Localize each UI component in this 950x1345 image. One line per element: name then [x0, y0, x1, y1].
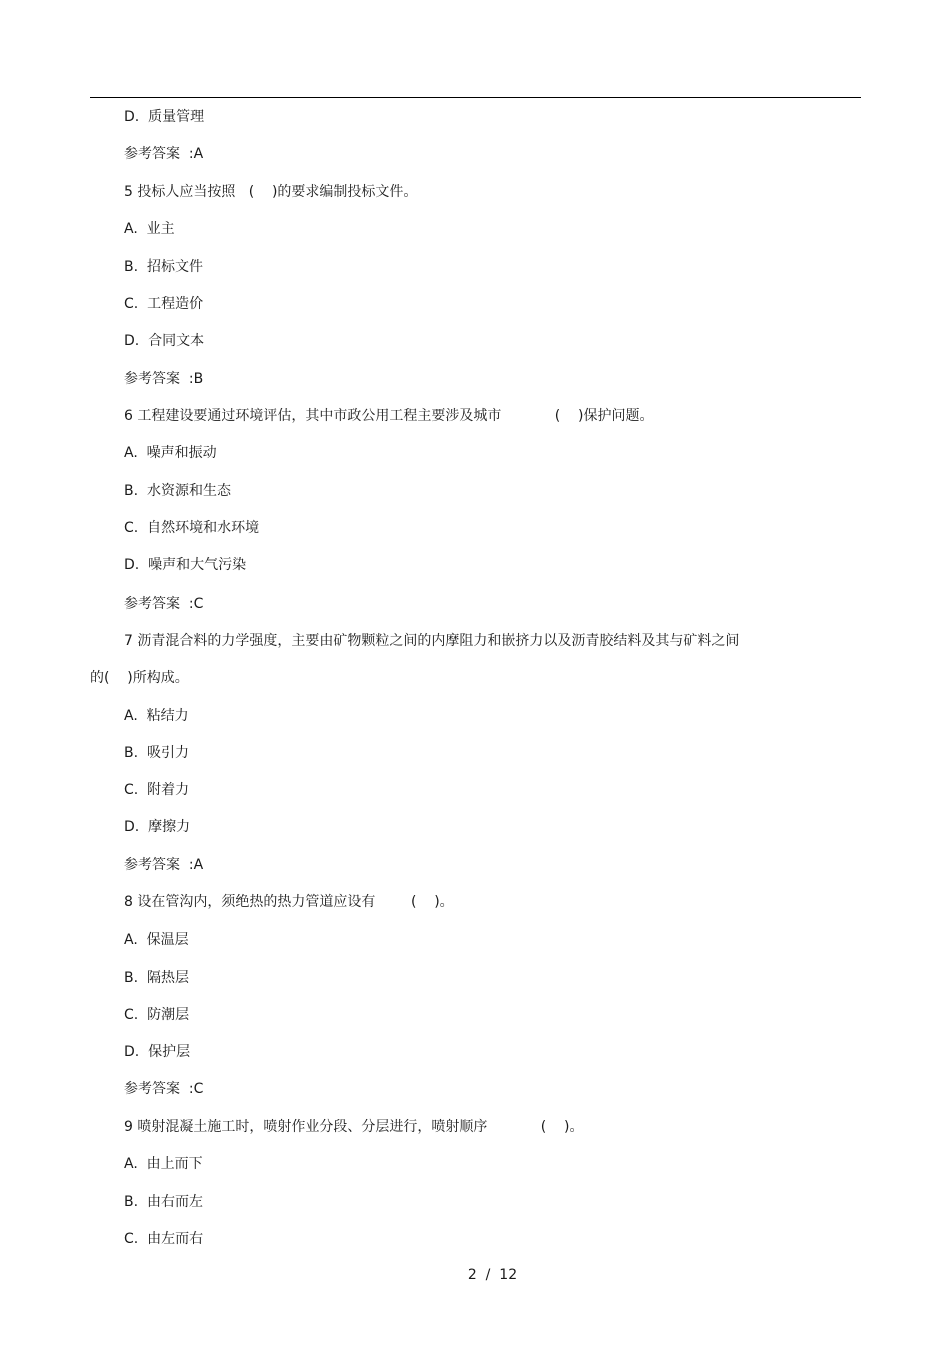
question-6: 6 工程建设要通过环境评估，其中市政公用工程主要涉及城市 ( )保护问题。 — [124, 408, 654, 424]
option-8c: C. 防潮层 — [124, 1007, 190, 1023]
option-8d: D. 保护层 — [124, 1044, 191, 1060]
page-number: 2 / 12 — [467, 1267, 518, 1283]
answer-5: 参考答案 :B — [124, 371, 204, 387]
answer-6: 参考答案 :C — [124, 596, 204, 612]
answer-7: 参考答案 :A — [124, 857, 204, 873]
answer-4: 参考答案 :A — [124, 146, 204, 162]
option-6b: B. 水资源和生态 — [124, 483, 231, 499]
option-7a: A. 粘结力 — [124, 708, 189, 724]
option-6d: D. 噪声和大气污染 — [124, 557, 247, 573]
option-6c: C. 自然环境和水环境 — [124, 520, 260, 536]
header-rule — [90, 97, 861, 98]
option-5c: C. 工程造价 — [124, 296, 204, 312]
question-8: 8 设在管沟内，须绝热的热力管道应设有 ( )。 — [124, 894, 454, 910]
option-4d: D. 质量管理 — [124, 109, 205, 125]
option-9b: B. 由右而左 — [124, 1194, 203, 1210]
option-9a: A. 由上而下 — [124, 1156, 203, 1172]
option-5a: A. 业主 — [124, 221, 175, 237]
option-8b: B. 隔热层 — [124, 970, 189, 986]
option-5d: D. 合同文本 — [124, 333, 205, 349]
option-8a: A. 保温层 — [124, 932, 189, 948]
question-7-continued: 的( )所构成。 — [90, 670, 189, 686]
option-6a: A. 噪声和振动 — [124, 445, 217, 461]
question-5: 5 投标人应当按照 ( )的要求编制投标文件。 — [124, 184, 418, 200]
option-5b: B. 招标文件 — [124, 259, 203, 275]
answer-8: 参考答案 :C — [124, 1081, 204, 1097]
option-7d: D. 摩擦力 — [124, 819, 191, 835]
option-9c: C. 由左而右 — [124, 1231, 204, 1247]
question-7: 7 沥青混合料的力学强度，主要由矿物颗粒之间的内摩阻力和嵌挤力以及沥青胶结料及其与矿料之间 — [124, 633, 740, 649]
question-9: 9 喷射混凝土施工时，喷射作业分段、分层进行，喷射顺序 ( )。 — [124, 1119, 584, 1135]
option-7b: B. 吸引力 — [124, 745, 189, 761]
option-7c: C. 附着力 — [124, 782, 190, 798]
